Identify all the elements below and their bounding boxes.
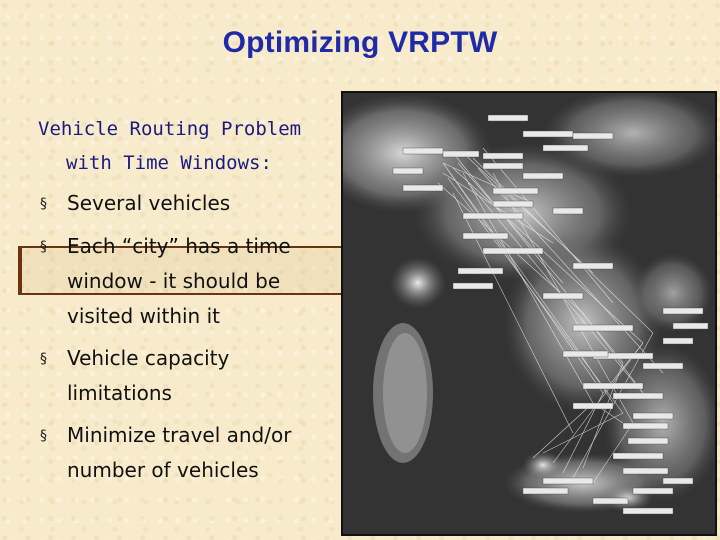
bullet-text: Several vehicles (67, 191, 231, 215)
slide-title: Optimizing VRPTW (222, 26, 498, 59)
subtitle-line-1: Vehicle Routing Problem (38, 118, 302, 140)
bullet-list (38, 186, 338, 494)
bullet-item (38, 418, 338, 488)
bullet-icon: § (40, 196, 47, 212)
bullet-text: Vehicle capacity limitations (67, 346, 230, 405)
bullet-icon: § (40, 239, 47, 255)
bullet-item (38, 186, 338, 221)
bullet-icon: § (40, 351, 47, 367)
bullet-text: Minimize travel and/or number of vehicles (67, 423, 292, 482)
subtitle-line-2: with Time Windows: (66, 152, 272, 174)
bullet-text: Each “city” has a time window - it should be visited within it (67, 234, 291, 328)
route-map-image (341, 91, 717, 536)
bullet-icon: § (40, 428, 47, 444)
highlight-bar-left (18, 246, 22, 295)
slide-subtitle (38, 112, 328, 180)
bullet-item (38, 341, 338, 411)
satellite-map-svg (343, 93, 715, 534)
bullet-item (38, 229, 338, 334)
